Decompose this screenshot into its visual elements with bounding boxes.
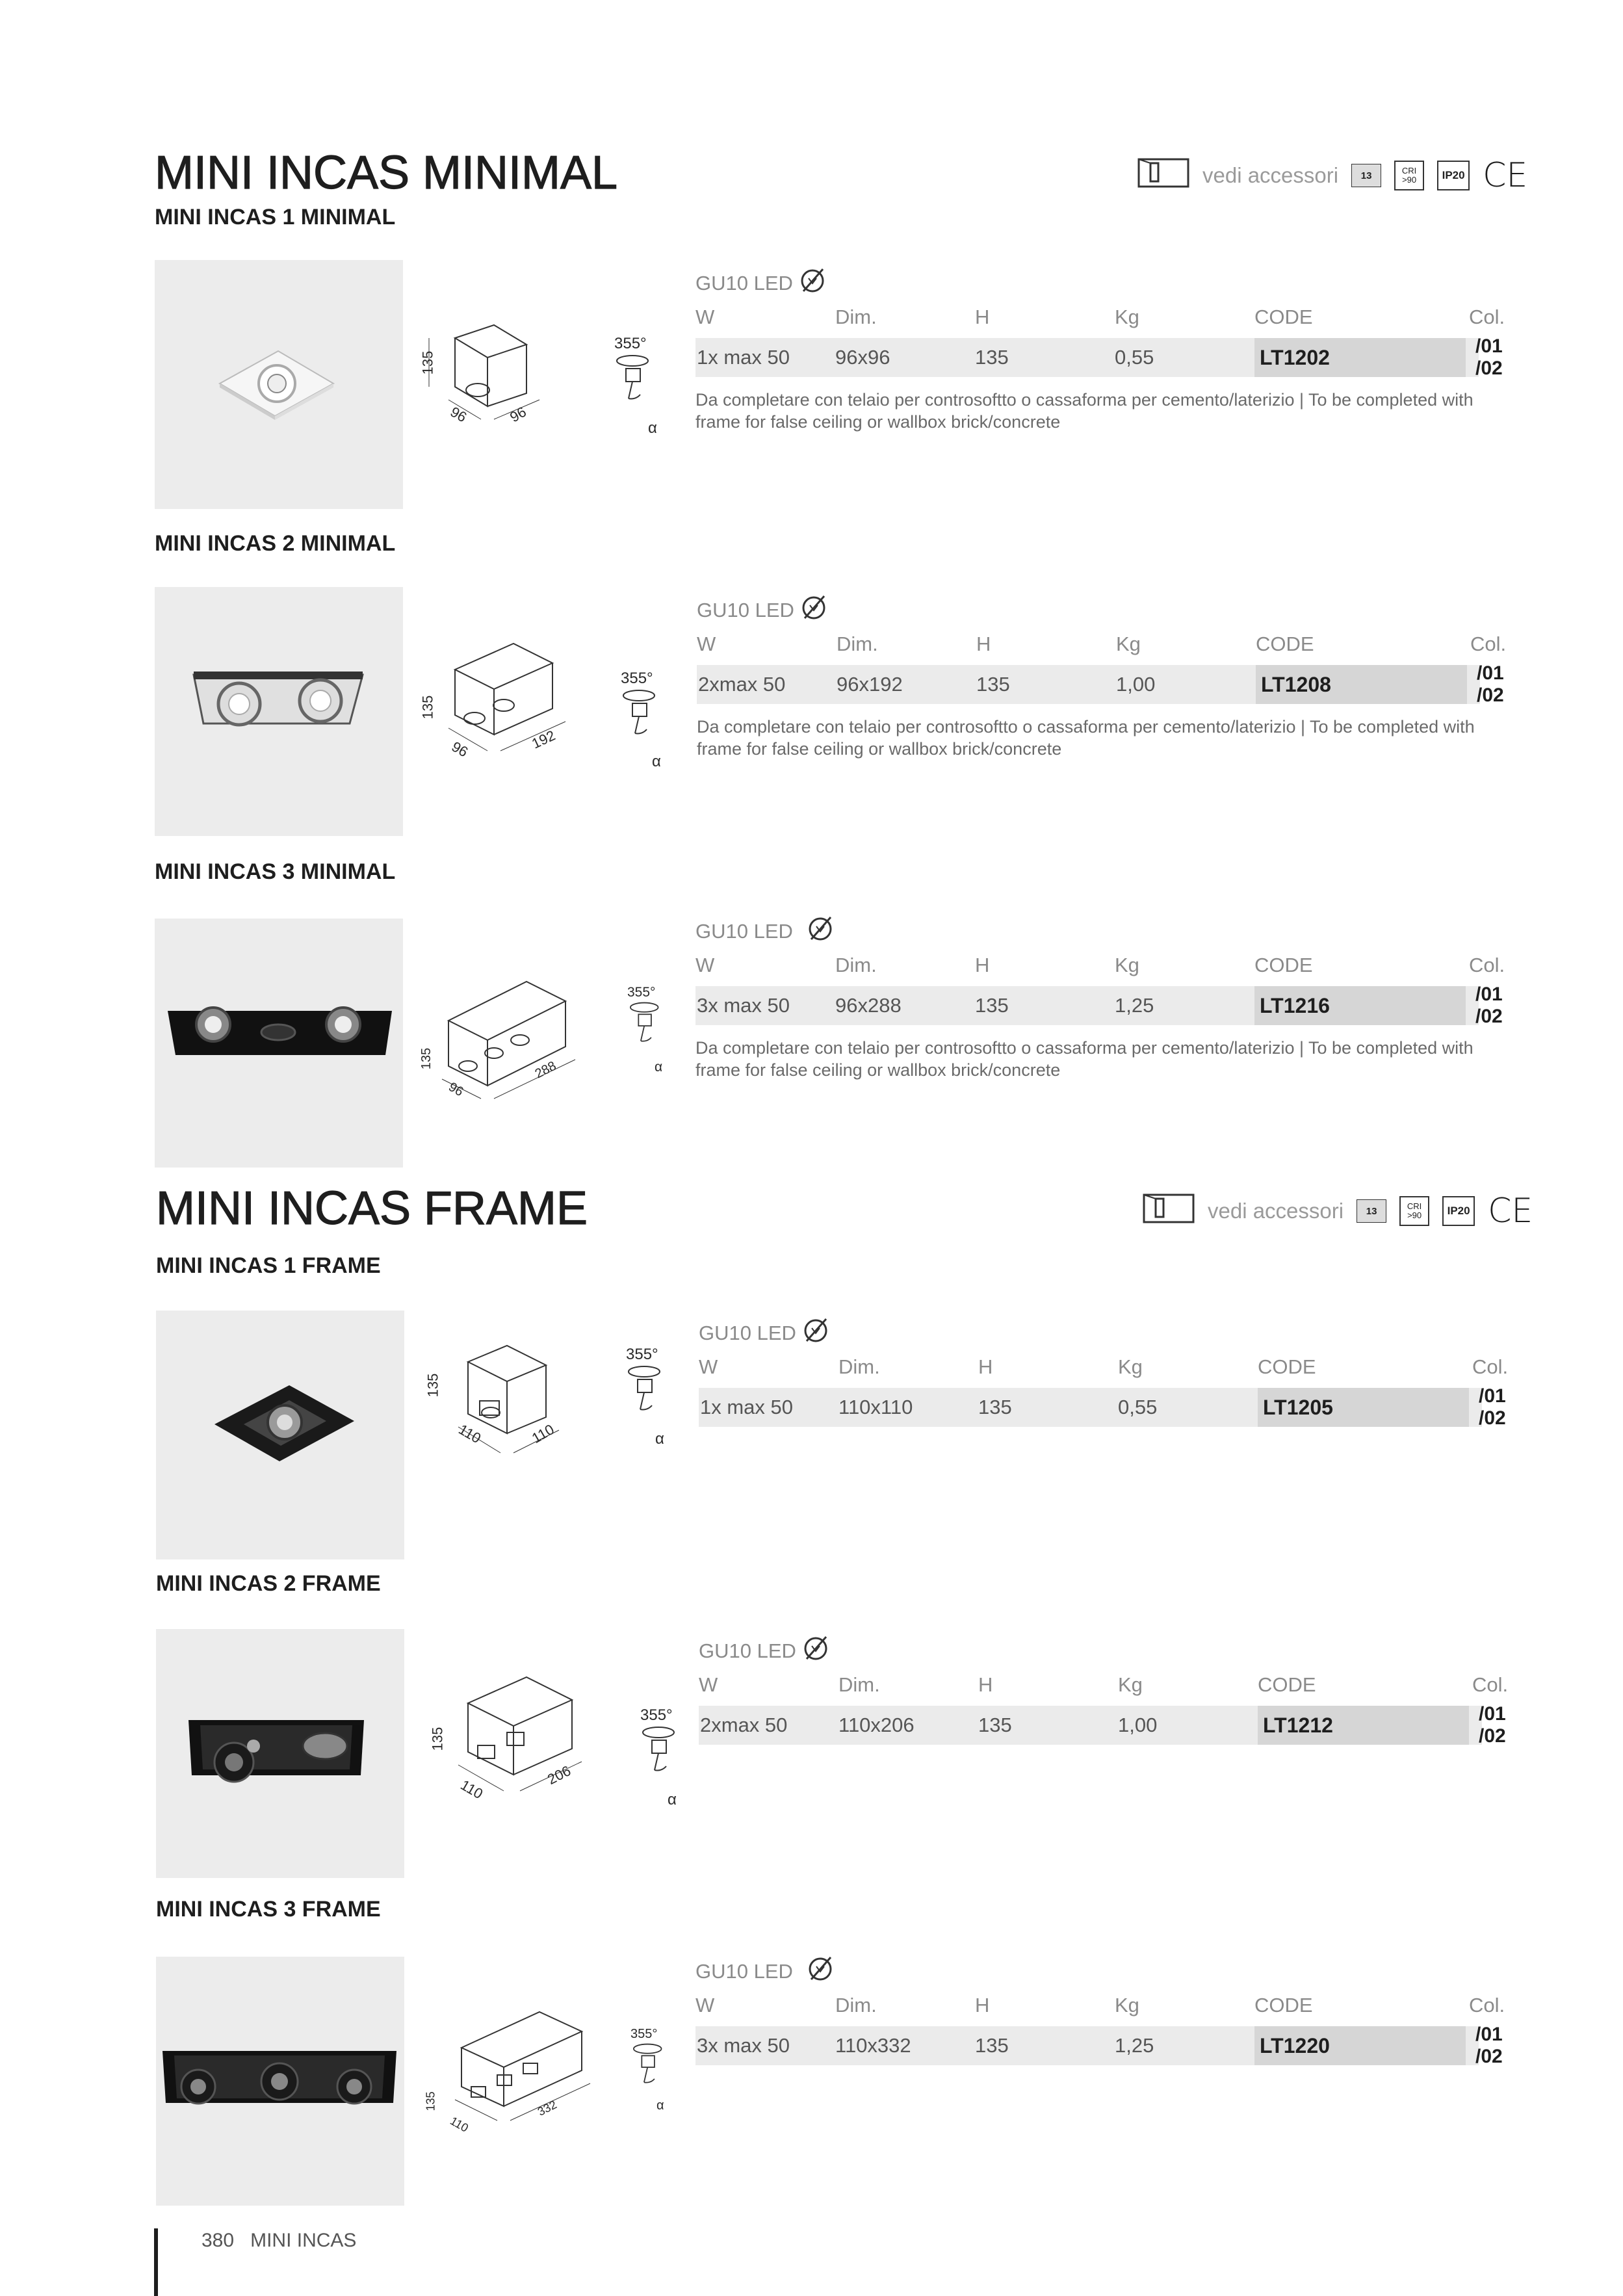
cell-kg: 1,00 [1118,1714,1158,1736]
lamp-type: GU10 LED [699,1634,830,1668]
product-name: MINI INCAS 1 FRAME [156,1253,381,1278]
width-dimension: 206 [545,1762,574,1788]
no-dimming-icon [799,594,828,627]
footer-bar [154,2228,158,2296]
lamp-type: GU10 LED [695,915,835,948]
cell-w: 1x max 50 [697,346,790,369]
header-col: Col. [1469,954,1505,976]
depth-dimension: 96 [447,403,470,426]
header-h: H [978,1355,993,1378]
header-kg: Kg [1115,306,1139,328]
header-kg: Kg [1118,1355,1143,1378]
header-dim: Dim. [837,633,878,655]
ip-rating-badge: IP20 [1437,161,1470,190]
rotation-icon: 355° α [614,335,657,437]
cell-w: 3x max 50 [697,2034,790,2057]
lamp-type: GU10 LED [697,594,828,627]
rotation-icon: 355° α [640,1706,677,1808]
depth-dimension: 110 [448,2114,471,2135]
header-w: W [695,306,715,328]
cri-badge: CRI >90 [1399,1196,1429,1226]
cell-kg: 1,25 [1115,2034,1154,2057]
cell-dim: 110x110 [838,1396,913,1418]
header-dim: Dim. [835,954,877,976]
product-photo [155,260,403,509]
no-dimming-icon [798,267,827,300]
header-col: Col. [1472,1355,1509,1378]
depth-dimension: 96 [448,738,471,761]
product-photo [155,587,403,836]
header-w: W [695,1994,715,2016]
height-dimension: 135 [424,2091,437,2111]
product-name: MINI INCAS 1 MINIMAL [155,205,396,229]
height-dimension: 135 [419,1047,434,1070]
cell-h: 135 [975,994,1009,1017]
technical-drawing [422,1664,598,1807]
cell-h: 135 [975,2034,1009,2057]
height-dimension: 135 [429,1727,446,1751]
accessories-block [1143,1192,1533,1231]
color-codes: /01 /02 [1477,662,1504,706]
product-photo [155,919,403,1168]
header-col: Col. [1470,633,1507,655]
product-name: MINI INCAS 2 FRAME [156,1571,381,1596]
depth-dimension: 110 [456,1420,484,1447]
header-w: W [699,1673,718,1696]
header-h: H [975,306,990,328]
header-kg: Kg [1118,1673,1143,1696]
section-title: MINI INCAS MINIMAL [155,147,618,199]
rotation-icon: 355° α [621,670,661,770]
page-footer [201,2230,356,2252]
header-kg: Kg [1115,954,1139,976]
width-dimension: 96 [507,403,529,426]
header-code: CODE [1258,1355,1316,1378]
header-col: Col. [1469,1994,1505,2016]
product-code: LT1202 [1260,346,1330,369]
header-h: H [975,1994,990,2016]
accessories-link[interactable]: vedi accessori [1208,1199,1344,1223]
header-col: Col. [1469,306,1505,328]
header-w: W [695,954,715,976]
wallbox-icon [1143,1194,1195,1229]
ce-mark-icon: CE [1483,156,1528,195]
technical-drawing [416,1336,578,1466]
width-dimension: 332 [535,2098,559,2119]
color-codes: /01 /02 [1479,1703,1506,1747]
cell-w: 1x max 50 [700,1396,794,1418]
height-dimension: 135 [419,695,436,720]
cell-kg: 0,55 [1115,346,1154,369]
cell-w: 2xmax 50 [700,1714,788,1736]
header-kg: Kg [1116,633,1141,655]
product-code: LT1212 [1263,1714,1333,1737]
header-h: H [975,954,990,976]
ce-mark-icon: CE [1488,1192,1533,1231]
wallbox-icon [1137,158,1189,193]
rotation-icon: 355° α [627,985,663,1075]
cri-badge: CRI >90 [1394,161,1424,190]
no-dimming-icon [801,1634,830,1668]
ip-rating-badge: IP20 [1442,1196,1475,1226]
header-code: CODE [1258,1673,1316,1696]
cell-w: 2xmax 50 [698,673,786,696]
cell-h: 135 [975,346,1009,369]
lamp-type: GU10 LED [695,1955,835,1989]
cell-dim: 110x206 [838,1714,915,1736]
cell-kg: 0,55 [1118,1396,1158,1418]
cell-h: 135 [978,1396,1012,1418]
header-kg: Kg [1115,1994,1139,2016]
header-code: CODE [1254,306,1313,328]
cell-w: 3x max 50 [697,994,790,1017]
installation-note: Da completare con telaio per controsoftto o cassaforma per cemento/laterizio | To be completed with frame for false ceiling or wallbox brick/concrete [695,1038,1474,1080]
product-photo [156,1311,404,1559]
depth-dimension: 110 [458,1776,486,1803]
section-title: MINI INCAS FRAME [156,1182,588,1234]
header-h: H [978,1673,993,1696]
beam-angle-badge: 13 [1357,1199,1386,1223]
height-dimension: 135 [419,350,436,375]
technical-drawing [409,319,565,436]
cell-dim: 96x192 [837,673,903,696]
installation-note: Da completare con telaio per controsoftto o cassaforma per cemento/laterizio | To be completed with frame for false ceiling or wallbox brick/concrete [697,717,1475,759]
header-w: W [697,633,716,655]
beam-angle-badge: 13 [1351,164,1381,187]
cell-kg: 1,25 [1115,994,1154,1017]
accessories-link[interactable]: vedi accessori [1202,163,1339,187]
product-name: MINI INCAS 3 FRAME [156,1897,381,1922]
header-code: CODE [1254,1994,1313,2016]
depth-dimension: 96 [446,1079,466,1100]
header-dim: Dim. [835,1994,877,2016]
product-name: MINI INCAS 3 MINIMAL [155,859,396,884]
footer-label: MINI INCAS [250,2230,357,2251]
no-dimming-icon [806,1955,835,1989]
header-code: CODE [1254,954,1313,976]
width-dimension: 192 [529,727,558,752]
no-dimming-icon [806,915,835,948]
width-dimension: 110 [528,1420,557,1447]
cell-kg: 1,00 [1116,673,1156,696]
header-col: Col. [1472,1673,1509,1696]
technical-drawing [422,1996,598,2126]
cell-dim: 96x96 [835,346,890,369]
header-code: CODE [1256,633,1314,655]
header-w: W [699,1355,718,1378]
lamp-type: GU10 LED [699,1316,830,1350]
cell-h: 135 [976,673,1010,696]
product-code: LT1208 [1261,673,1331,696]
cell-dim: 96x288 [835,994,902,1017]
rotation-icon: 355° α [630,2027,664,2113]
product-name: MINI INCAS 2 MINIMAL [155,531,396,556]
color-codes: /01 /02 [1479,1385,1506,1429]
cell-dim: 110x332 [835,2034,911,2057]
header-dim: Dim. [835,306,877,328]
product-code: LT1205 [1263,1396,1333,1419]
page-number: 380 [201,2230,235,2251]
width-dimension: 288 [532,1058,559,1082]
color-codes: /01 /02 [1475,335,1503,379]
rotation-icon: 355° α [626,1346,664,1448]
cell-h: 135 [978,1714,1012,1736]
color-codes: /01 /02 [1475,2024,1503,2067]
product-code: LT1220 [1260,2034,1330,2057]
accessories-block [1137,156,1527,195]
product-photo [156,1957,404,2206]
header-h: H [976,633,991,655]
product-code: LT1216 [1260,994,1330,1017]
installation-note: Da completare con telaio per controsoftto o cassaforma per cemento/laterizio | To be completed with frame for false ceiling or wallbox brick/concrete [695,390,1474,432]
product-photo [156,1629,404,1878]
color-codes: /01 /02 [1475,984,1503,1027]
header-dim: Dim. [838,1355,880,1378]
technical-drawing [409,969,585,1105]
lamp-type: GU10 LED [695,267,827,300]
header-dim: Dim. [838,1673,880,1696]
no-dimming-icon [801,1316,830,1350]
height-dimension: 135 [424,1373,441,1398]
